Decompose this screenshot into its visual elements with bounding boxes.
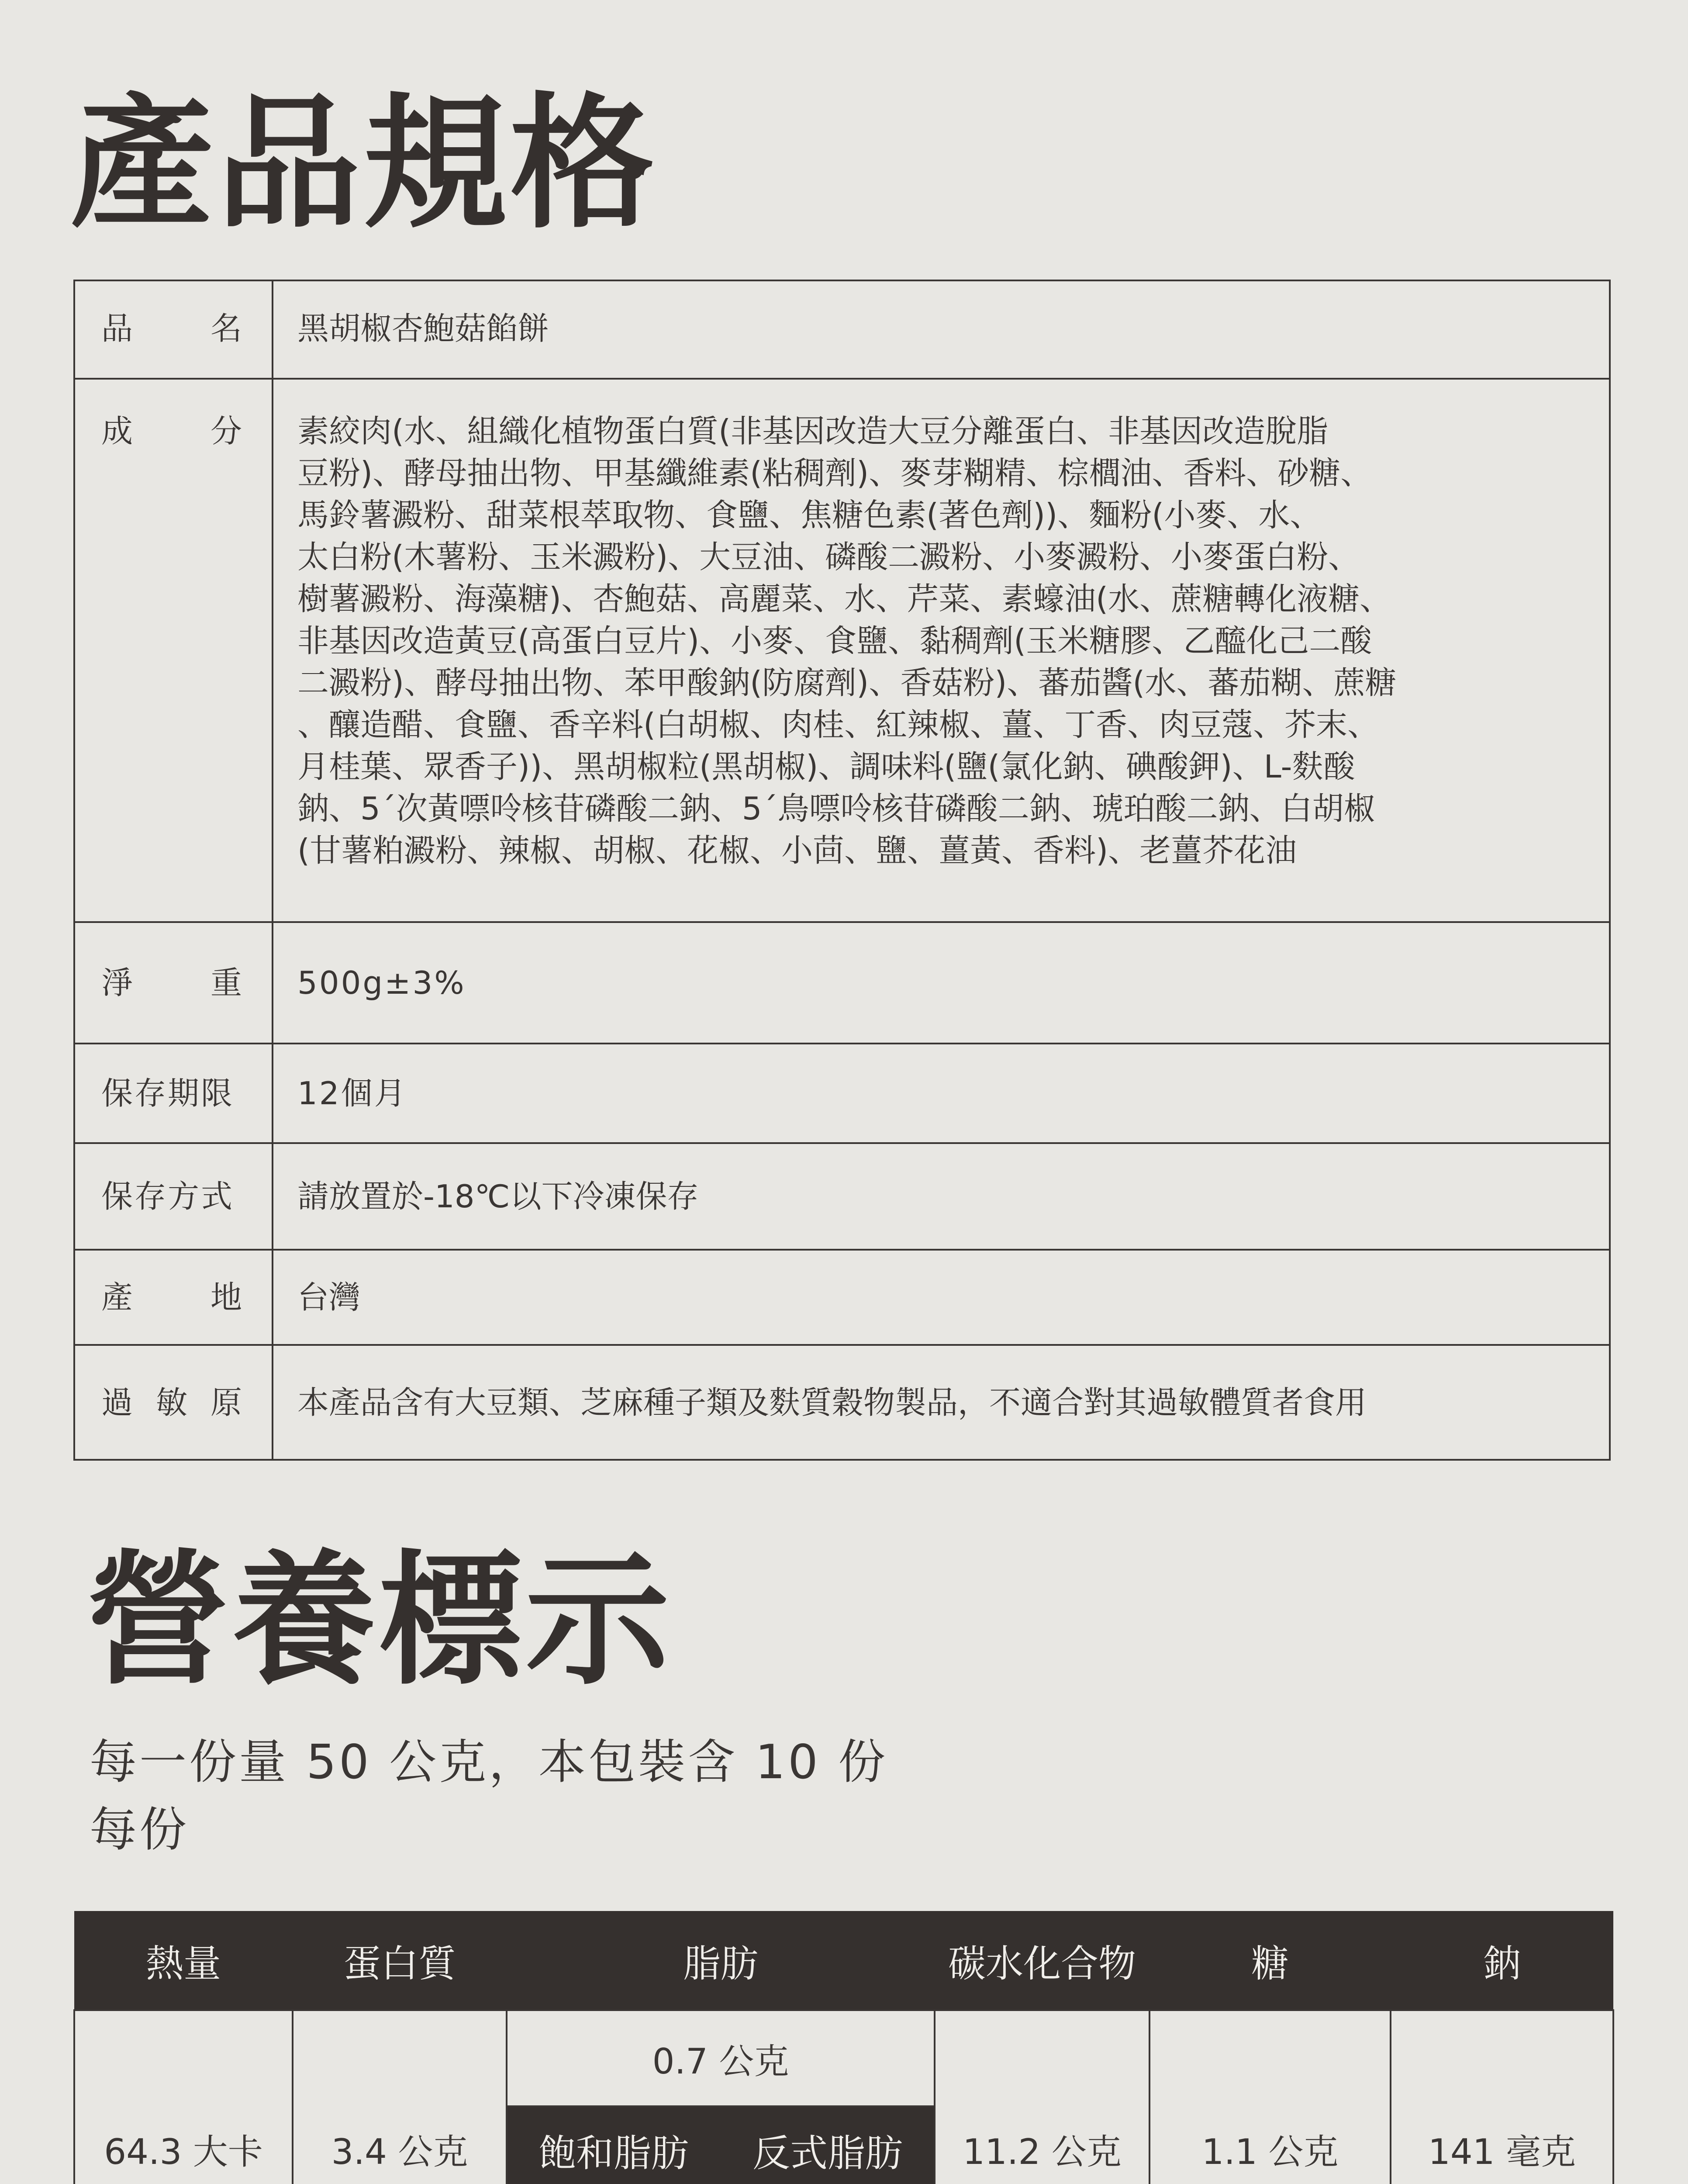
- carbs-value: 11.2 公克: [935, 2010, 1149, 2184]
- spec-label-ingredients: [74, 379, 273, 922]
- label-char: 分: [210, 413, 242, 449]
- spec-row-allergen: [74, 1345, 1610, 1460]
- spec-label-name: [74, 280, 273, 379]
- ingredient-line: 豆粉)、酵母抽出物、甲基纖維素(粘稠劑)、麥芽糊精、棕櫚油、香料、砂糖、: [297, 455, 1372, 491]
- nutrition-table: [73, 1911, 1614, 2184]
- ingredient-line: 二澱粉)、酵母抽出物、苯甲酸鈉(防腐劑)、香菇粉)、蕃茄醬(水、蕃茄糊、蔗糖: [297, 664, 1397, 701]
- spec-row-origin: [74, 1250, 1610, 1345]
- header-protein: 蛋白質: [293, 1911, 507, 2010]
- spec-row-weight: [74, 922, 1610, 1044]
- label-char: 地: [210, 1279, 242, 1316]
- spec-value-ingredients: [273, 379, 1610, 922]
- spec-label-weight: [74, 922, 273, 1044]
- label-char: 重: [210, 964, 242, 1001]
- label-char: 成: [101, 413, 133, 449]
- nutrition-header-row: [74, 1911, 1613, 2010]
- spec-label-origin: [74, 1250, 273, 1345]
- label-text: 保存期限: [101, 1075, 235, 1112]
- label-char: 敏: [155, 1384, 187, 1421]
- fat-value: 0.7 公克: [507, 2010, 935, 2106]
- spec-row-name: [74, 280, 1610, 379]
- label-char: 原: [210, 1384, 242, 1421]
- spec-label-shelf-life: [74, 1044, 273, 1143]
- ingredient-line: 馬鈴薯澱粉、甜菜根萃取物、食鹽、焦糖色素(著色劑))、麵粉(小麥、水、: [297, 497, 1322, 533]
- header-calories: 熱量: [74, 1911, 293, 2010]
- spec-value-allergen: 本產品含有大豆類、芝麻種子類及麩質穀物製品，不適合對其過敏體質者食用: [273, 1345, 1610, 1460]
- ingredient-line: 非基因改造黃豆(高蛋白豆片)、小麥、食鹽、黏稠劑(玉米糖膠、乙醯化己二酸: [297, 622, 1372, 659]
- spec-value-name: 黑胡椒杏鮑菇餡餅: [273, 280, 1610, 379]
- ingredient-line: 樹薯澱粉、海藻糖)、杏鮑菇、高麗菜、水、芹菜、素蠔油(水、蔗糖轉化液糖、: [297, 581, 1391, 617]
- label-char: 品: [101, 310, 133, 347]
- sodium-value: 141 毫克: [1391, 2010, 1613, 2184]
- spec-row-ingredients: [74, 379, 1610, 922]
- spec-table: [73, 280, 1611, 1461]
- serving-size: 每一份量 50 公克，本包裝含 10 份: [90, 1735, 888, 1790]
- sat-fat-label: 飽和脂肪: [507, 2106, 721, 2184]
- spec-value-weight: 500g±3%: [273, 922, 1610, 1044]
- nutrition-row-1: [74, 2010, 1613, 2106]
- spec-value-origin: 台灣: [273, 1250, 1610, 1345]
- ingredient-line: (甘薯粕澱粉、辣椒、胡椒、花椒、小茴、鹽、薑黃、香料)、老薑芥花油: [297, 832, 1297, 869]
- nutrition-title: 營養標示: [85, 1537, 672, 1704]
- label-char: 名: [210, 310, 242, 347]
- ingredient-line: 、釀造醋、食鹽、香辛料(白胡椒、肉桂、紅辣椒、薑、丁香、肉豆蔻、芥末、: [297, 706, 1379, 743]
- spec-value-storage: 請放置於-18℃以下冷凍保存: [273, 1143, 1610, 1250]
- label-char: 產: [101, 1279, 133, 1316]
- label-char: 淨: [101, 964, 133, 1001]
- spec-title: 產品規格: [70, 80, 657, 248]
- spec-value-shelf-life: 12個月: [273, 1044, 1610, 1143]
- header-fat: 脂肪: [507, 1911, 935, 2010]
- trans-fat-label: 反式脂肪: [721, 2106, 935, 2184]
- ingredient-line: 素絞肉(水、組織化植物蛋白質(非基因改造大豆分離蛋白、非基因改造脫脂: [297, 413, 1329, 449]
- per-serving-label: 每份: [90, 1803, 190, 1857]
- spec-row-storage: [74, 1143, 1610, 1250]
- ingredient-line: 鈉、5´次黃嘌呤核苷磷酸二鈉、5´鳥嘌呤核苷磷酸二鈉、琥珀酸二鈉、白胡椒: [297, 790, 1375, 827]
- label-char: 過: [101, 1384, 133, 1421]
- spec-label-allergen: [74, 1345, 273, 1460]
- ingredient-line: 太白粉(木薯粉、玉米澱粉)、大豆油、磷酸二澱粉、小麥澱粉、小麥蛋白粉、: [297, 539, 1360, 575]
- sugar-value: 1.1 公克: [1149, 2010, 1391, 2184]
- header-sodium: 鈉: [1391, 1911, 1613, 2010]
- ingredient-line: 月桂葉、眾香子))、黑胡椒粒(黑胡椒)、調味料(鹽(氯化鈉、碘酸鉀)、L-麩酸: [297, 748, 1355, 785]
- spec-row-shelf-life: [74, 1044, 1610, 1143]
- header-sugar: 糖: [1149, 1911, 1391, 2010]
- protein-value: 3.4 公克: [293, 2010, 507, 2184]
- header-carbs: 碳水化合物: [935, 1911, 1149, 2010]
- calories-value: 64.3 大卡: [74, 2010, 293, 2184]
- label-text: 保存方式: [101, 1178, 235, 1215]
- spec-label-storage: [74, 1143, 273, 1250]
